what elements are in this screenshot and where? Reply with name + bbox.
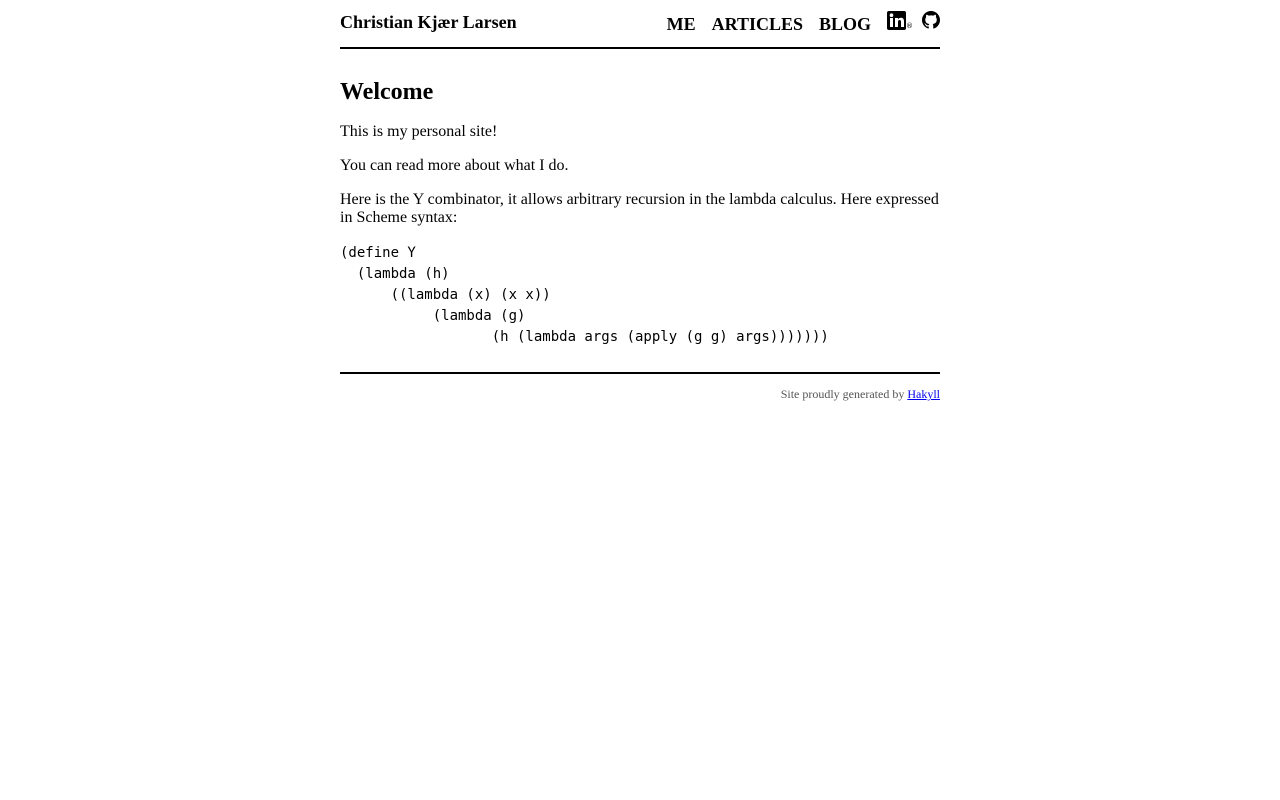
nav-link-blog[interactable]: BLOG — [818, 14, 871, 34]
intro-paragraph: This is my personal site! — [340, 123, 498, 140]
site-header — [340, 0, 940, 49]
y-combinator-paragraph: Here is the Y combinator, it allows arbitrary recursion in the lambda calculus. Here expressed in Scheme syntax: — [340, 191, 939, 226]
github-link[interactable] — [922, 11, 940, 29]
main-content — [340, 49, 940, 348]
github-icon — [922, 11, 940, 29]
hakyll-link[interactable]: Hakyll — [907, 387, 940, 401]
main-nav — [667, 11, 940, 37]
registered-icon: ® — [906, 22, 913, 30]
code-block: (define Y (lambda (h) ((lambda (x) (x x)) (lambda (g) (h (lambda args (apply (g g) args))))))) — [340, 245, 829, 345]
nav-link-articles[interactable]: ARTICLES — [711, 14, 803, 34]
page-title: Welcome — [340, 79, 434, 105]
about-paragraph: You can read more about what I do. — [340, 157, 569, 174]
page-container — [340, 0, 940, 401]
site-title-link[interactable]: Christian Kjær Larsen — [340, 12, 517, 32]
linkedin-link[interactable] — [887, 11, 913, 30]
site-footer — [340, 372, 940, 401]
footer-text: Site proudly generated by — [780, 387, 908, 401]
nav-link-me[interactable]: ME — [666, 14, 696, 34]
linkedin-icon — [887, 11, 906, 30]
